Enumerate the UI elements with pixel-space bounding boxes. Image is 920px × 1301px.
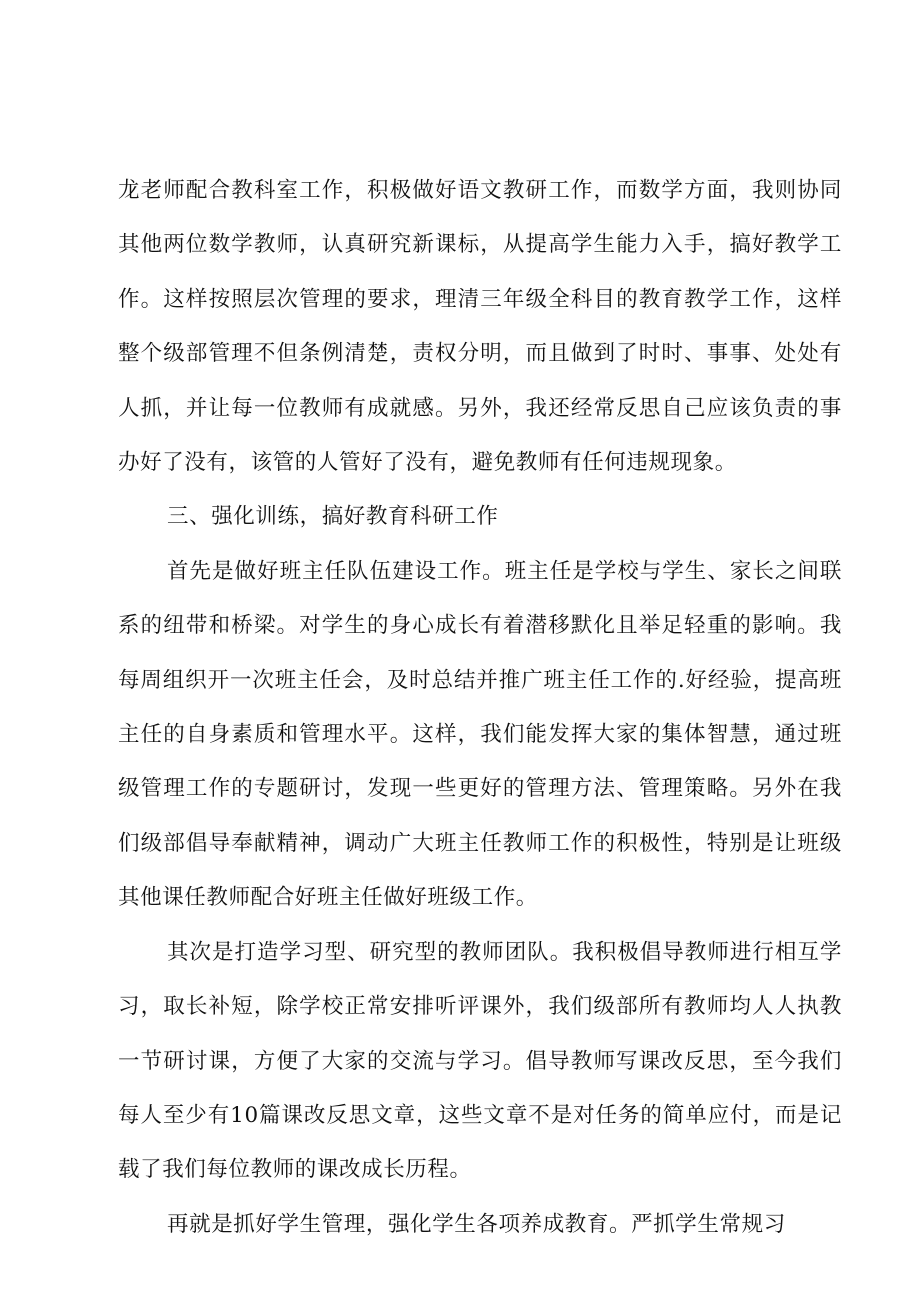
document-body <box>118 164 842 1252</box>
paragraph-continued: 龙老师配合教科室工作，积极做好语文教研工作，而数学方面，我则协同其他两位数学教师，认真研究新课标，从提高学生能力入手，搞好教学工作。这样按照层次管理的要求，理清三年级全科目的教育教学工作，这样整个级部管理不但条例清楚，责权分明，而且做到了时时、事事、处处有人抓，并让每一位教师有成就感。另外，我还经常反思自己应该负责的事办好了没有，该管的人管好了没有，避免教师有任何违规现象。 <box>118 178 842 476</box>
section-heading: 三、强化训练，搞好教育科研工作 <box>167 504 499 530</box>
paragraph-student-management: 再就是抓好学生管理，强化学生各项养成教育。严抓学生常规习 <box>167 1211 786 1237</box>
paragraph-teacher-team: 其次是打造学习型、研究型的教师团队。我积极倡导教师进行相互学习，取长补短，除学校正常安排听评课外，我们级部所有教师均人人执教一节研讨课，方便了大家的交流与学习。倡导教师写课改反思，至今我们每人至少有10篇课改反思文章，这些文章不是对任务的简单应付，而是记载了我们每位教师的课改成长历程。 <box>118 939 842 1183</box>
paragraph-class-teacher: 首先是做好班主任队伍建设工作。班主任是学校与学生、家长之间联系的纽带和桥梁。对学生的身心成长有着潜移默化且举足轻重的影响。我每周组织开一次班主任会，及时总结并推广班主任工作的.好经验，提高班主任的自身素质和管理水平。这样，我们能发挥大家的集体智慧，通过班级管理工作的专题研讨，发现一些更好的管理方法、管理策略。另外在我们级部倡导奉献精神，调动广大班主任教师工作的积极性，特别是让班级其他课任教师配合好班主任做好班级工作。 <box>118 558 842 911</box>
